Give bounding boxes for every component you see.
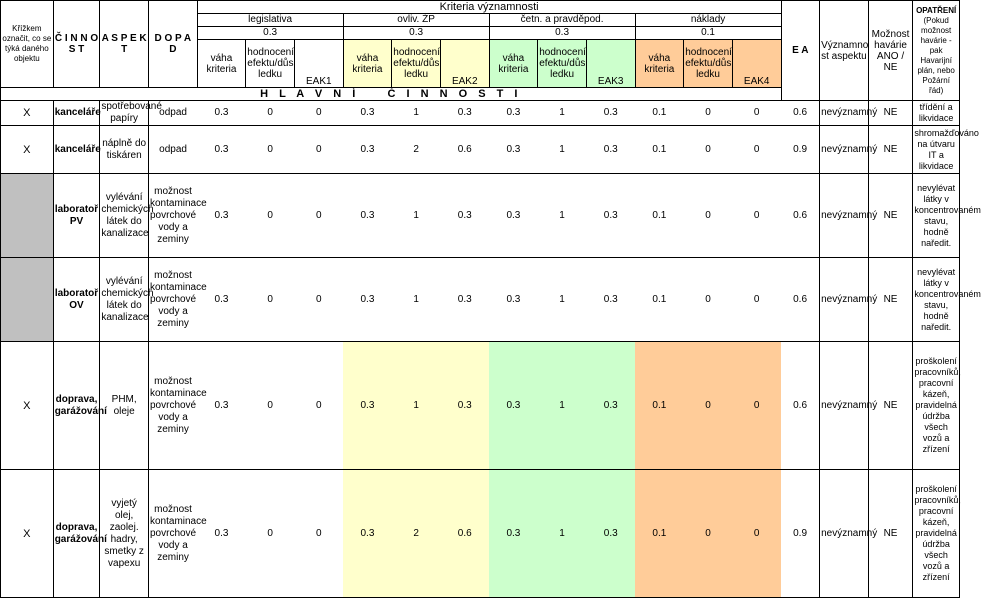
val: 0 [684,174,733,258]
row-dopad: odpad [148,101,197,126]
header-opatreni-title: OPATŘENÍ [916,5,957,15]
header-dopad: D O P A D [148,1,197,88]
vaha-3: váha kriteria [489,40,538,88]
val: 0 [684,101,733,126]
val: 0.3 [197,101,246,126]
val: 0 [246,126,295,174]
row-mark: X [1,342,54,470]
val: 2 [392,126,441,174]
val: 0.6 [440,126,489,174]
val: 1 [538,258,587,342]
row-cinnost: laboratoř OV [53,258,100,342]
row-dopad: možnost kontaminace povrchové vody a zeminy [148,470,197,598]
val: 0.3 [440,342,489,470]
val: 0.3 [586,470,635,598]
val: 0 [732,101,781,126]
val: 0.3 [343,101,392,126]
header-vyznamnost: Významno st aspektu [820,1,869,101]
row-vyznamnost: nevýznamný [820,126,869,174]
group-weight-3: 0.3 [489,27,635,40]
group-name-4: náklady [635,14,781,27]
group-weight-2: 0.3 [343,27,489,40]
row-vyznamnost: nevýznamný [820,258,869,342]
val: 0 [684,126,733,174]
val: 0.3 [489,258,538,342]
eak-2: EAK2 [440,40,489,88]
val: 0.3 [489,174,538,258]
row-vyznamnost: nevýznamný [820,342,869,470]
val: 0.3 [197,470,246,598]
row-ea: 0.6 [781,174,820,258]
table-row [1,470,960,598]
val: 0.3 [586,101,635,126]
val: 0.3 [197,342,246,470]
val: 0 [246,342,295,470]
val: 0 [294,342,343,470]
row-dopad: možnost kontaminace povrchové vody a zeminy [148,258,197,342]
row-ea: 0.9 [781,126,820,174]
row-dopad: možnost kontaminace povrchové vody a zeminy [148,174,197,258]
val: 0.3 [586,258,635,342]
row-opatreni: proškolení pracovníků, pracovní kázeň, pravidelná údržba všech vozů a zřízení [913,470,960,598]
header-kriteria: Kriteria významnosti [197,1,781,14]
val: 0.1 [635,470,684,598]
val: 0.6 [440,470,489,598]
val: 1 [392,342,441,470]
val: 0.3 [489,342,538,470]
hodnoceni-2: hodnocení efektu/důs ledku [392,40,441,88]
val: 0.1 [635,101,684,126]
val: 0 [684,470,733,598]
row-cinnost: kanceláře [53,126,100,174]
vaha-1: váha kriteria [197,40,246,88]
row-havarie: NE [868,174,913,258]
group-name-1: legislativa [197,14,343,27]
vaha-2: váha kriteria [343,40,392,88]
val: 0.3 [489,470,538,598]
vaha-4: váha kriteria [635,40,684,88]
val: 0.1 [635,342,684,470]
row-havarie: NE [868,470,913,598]
val: 0.3 [343,470,392,598]
table-row [1,258,960,342]
val: 1 [392,174,441,258]
row-mark [1,174,54,258]
row-mark: X [1,470,54,598]
group-name-3: četn. a pravděpod. [489,14,635,27]
val: 2 [392,470,441,598]
row-havarie: NE [868,258,913,342]
val: 0.3 [343,258,392,342]
row-dopad: možnost kontaminace povrchové vody a zeminy [148,342,197,470]
val: 1 [392,258,441,342]
val: 1 [538,174,587,258]
row-aspekt: spotřebované papíry [101,101,162,124]
val: 0 [294,258,343,342]
val: 0.3 [343,342,392,470]
row-aspekt: náplně do tiskáren [100,126,149,174]
row-cinnost: doprava, garážování [53,342,100,470]
row-opatreni: shromažďováno na útvaru IT a likvidace [913,126,960,174]
val: 0.3 [489,126,538,174]
row-opatreni: nevylévat látky v koncentrovaném stavu, hodně naředit. [913,174,960,258]
row-mark: X [1,101,54,126]
row-ea: 0.9 [781,470,820,598]
row-havarie: NE [868,342,913,470]
val: 0 [684,258,733,342]
val: 0.3 [197,126,246,174]
hodnoceni-3: hodnocení efektu/důs ledku [538,40,587,88]
val: 0.3 [440,174,489,258]
hodnoceni-4: hodnocení efektu/důs ledku [684,40,733,88]
row-ea: 0.6 [781,101,820,126]
val: 0 [732,470,781,598]
row-opatreni: nevylévat látky v koncentrovaném stavu, hodně naředit. [913,258,960,342]
val: 1 [538,342,587,470]
row-vyznamnost: nevýznamný [820,470,869,598]
header-ea: E A [781,1,820,101]
val: 1 [538,126,587,174]
val: 0.3 [440,258,489,342]
val: 1 [392,101,441,126]
val: 0 [732,126,781,174]
val: 0.1 [635,126,684,174]
table-row [1,174,960,258]
row-ea: 0.6 [781,258,820,342]
row-aspekt: vylévání chemických látek do kanalizace [100,258,149,342]
eak-3: EAK3 [586,40,635,88]
row-mark [1,258,54,342]
row-vyznamnost: nevýznamný [820,174,869,258]
row-vyznamnost: nevýznamný [820,101,869,126]
row-aspekt: vylévání chemických látek do kanalizace [100,174,149,258]
row-cinnost: laboratoř PV [53,174,100,258]
row-ea: 0.6 [781,342,820,470]
val: 0.3 [440,101,489,126]
row-mark: X [1,126,54,174]
eak-1: EAK1 [294,40,343,88]
val: 0.3 [343,126,392,174]
val: 0 [294,101,343,126]
val: 0 [246,101,295,126]
hlavni-cinnosti-banner [1,88,782,101]
val: 0.3 [197,174,246,258]
val: 0 [294,126,343,174]
val: 0 [732,258,781,342]
val: 0 [294,470,343,598]
row-opatreni: proškolení pracovníků, pracovní kázeň, pravidelná údržba všech vozů a zřízení [913,342,960,470]
val: 0.3 [586,342,635,470]
header-aspekt: A S P E K T [100,1,149,88]
group-weight-1: 0.3 [197,27,343,40]
val: 0 [732,174,781,258]
val: 0.3 [489,101,538,126]
val: 0.3 [343,174,392,258]
header-opatreni [913,1,960,101]
row-havarie: NE [868,126,913,174]
row-dopad: odpad [148,126,197,174]
row-cinnost: kanceláře [53,101,100,126]
row-aspekt: vyjetý olej, zaolej. hadry, smetky z vapexu [100,470,149,598]
table-row [1,126,960,174]
val: 0.1 [635,174,684,258]
row-havarie: NE [868,101,913,126]
row-cinnost: doprava, garážování [53,470,100,598]
table-row [1,342,960,470]
header-opatreni-sub: (Pokud možnost havárie - pak Havarijní plán, nebo Požární řád) [917,15,955,95]
val: 1 [538,101,587,126]
val: 0.1 [635,258,684,342]
val: 0 [684,342,733,470]
header-havarie: Možnost havárie ANO / NE [868,1,913,101]
cinnosti-label: Č I N N O S T I [387,88,522,100]
val: 0 [246,258,295,342]
val: 0 [246,470,295,598]
row-aspekt: PHM, oleje [100,342,149,470]
group-weight-4: 0.1 [635,27,781,40]
val: 0 [732,342,781,470]
val: 0.3 [586,126,635,174]
row-opatreni: třídění a likvidace [913,101,960,126]
eak-4: EAK4 [732,40,781,88]
val: 0.3 [197,258,246,342]
header-cinnost: Č I N N O S T [53,1,100,88]
val: 0.3 [586,174,635,258]
hlavni-label: H L A V N Í [260,88,360,100]
val: 0 [294,174,343,258]
hodnoceni-1: hodnocení efektu/důs ledku [246,40,295,88]
val: 0 [246,174,295,258]
table-row [1,101,960,126]
val: 1 [538,470,587,598]
group-name-2: ovliv. ŽP [343,14,489,27]
header-x: Křížkem označit, co se týká daného objektu [1,1,54,88]
